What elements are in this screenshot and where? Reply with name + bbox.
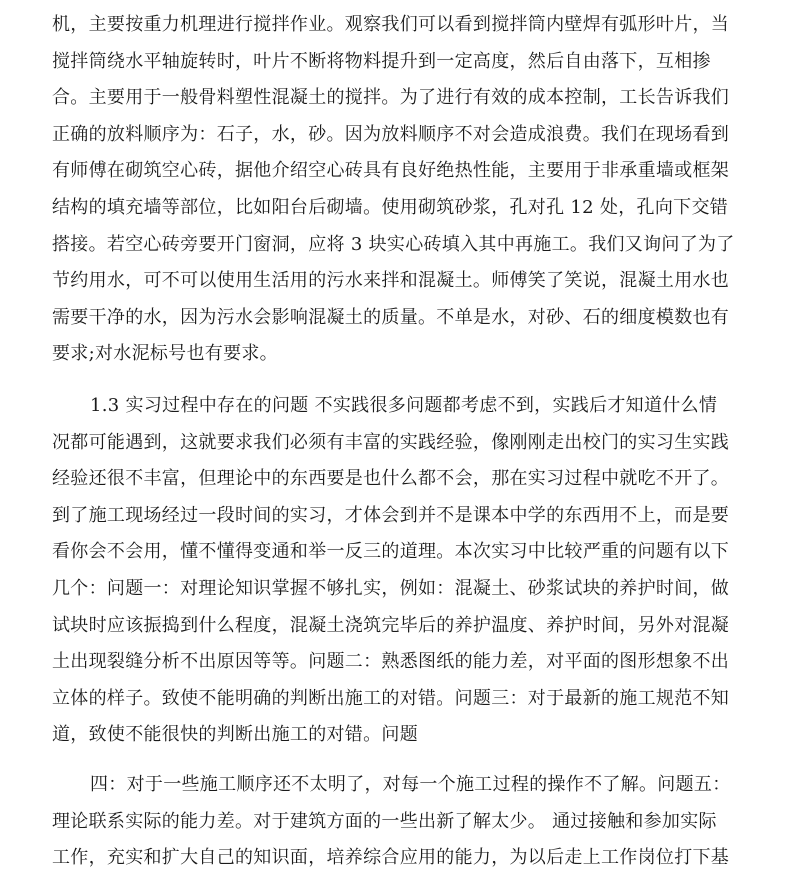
text-line: 理论联系实际的能力差。对于建筑方面的一些出新了解太少。 通过接触和参加实际 — [52, 810, 717, 832]
text-line: 搭接。若空心砖旁要开门窗洞，应将 3 块实心砖填入其中再施工。我们又询问了为了 — [52, 233, 735, 255]
text-line: 土出现裂缝分析不出原因等等。问题二：熟悉图纸的能力差，对平面的图形想象不出 — [52, 651, 730, 673]
text-line: 正确的放料顺序为：石子，水，砂。因为放料顺序不对会造成浪费。我们在现场看到 — [52, 123, 730, 145]
text-line: 四：对于一些施工顺序还不太明了，对每一个施工过程的操作不了解。问题五： — [90, 774, 731, 795]
text-line: 看你会不会用，懂不懂得变通和举一反三的道理。本次实习中比较严重的问题有以下 — [52, 541, 730, 563]
text-line: 机，主要按重力机理进行搅拌作业。观察我们可以看到搅拌筒内壁焊有弧形叶片，当 — [52, 14, 730, 35]
text-line: 况都可能遇到，这就要求我们必须有丰富的实践经验，像刚刚走出校门的实习生实践 — [52, 431, 730, 453]
text-line: 到了施工现场经过一段时间的实习，才体会到并不是课本中学的东西用不上，而是要 — [52, 504, 730, 526]
text-line: 立体的样子。致使不能明确的判断出施工的对错。问题三：对于最新的施工规范不知 — [52, 687, 730, 709]
text-line: 试块时应该振捣到什么程度，混凝土浇筑完毕后的养护温度、养护时间，另外对混凝 — [52, 614, 730, 636]
text-line: 搅拌筒绕水平轴旋转时，叶片不断将物料提升到一定高度，然后自由落下，互相掺 — [52, 50, 711, 72]
text-line: 需要干净的水，因为污水会影响混凝土的质量。不单是水，对砂、石的细度模数也有 — [52, 306, 730, 328]
text-line-section-heading: 1.3 实习过程中存在的问题 不实践很多问题都考虑不到，实践后才知道什么情 — [90, 395, 718, 416]
text-line: 道，致使不能很快的判断出施工的对错。问题 — [52, 724, 418, 746]
text-line: 要求;对水泥标号也有要求。 — [52, 343, 278, 365]
paragraph-internship-problems — [52, 388, 752, 754]
text-line: 工作，充实和扩大自己的知识面，培养综合应用的能力，为以后走上工作岗位打下基 — [52, 847, 730, 869]
text-line: 有师傅在砌筑空心砖，据他介绍空心砖具有良好绝热性能，主要用于非承重墙或框架 — [52, 160, 730, 182]
paragraph-problems-continued — [52, 767, 752, 872]
text-line: 合。主要用于一般骨料塑性混凝土的搅拌。为了进行有效的成本控制，工长告诉我们 — [52, 87, 730, 109]
text-line: 经验还很不丰富，但理论中的东西要是也什么都不会，那在实习过程中就吃不开了。 — [52, 468, 730, 490]
text-line: 几个：问题一：对理论知识掌握不够扎实，例如：混凝土、砂浆试块的养护时间，做 — [52, 577, 730, 599]
paragraph-mixer-and-brick-notes — [52, 7, 752, 373]
text-line: 结构的填充墙等部位，比如阳台后砌墙。使用砌筑砂浆，孔对孔 12 处，孔向下交错 — [52, 196, 729, 218]
text-line: 节约用水，可不可以使用生活用的污水来拌和混凝土。师傅笑了笑说，混凝土用水也 — [52, 270, 730, 292]
